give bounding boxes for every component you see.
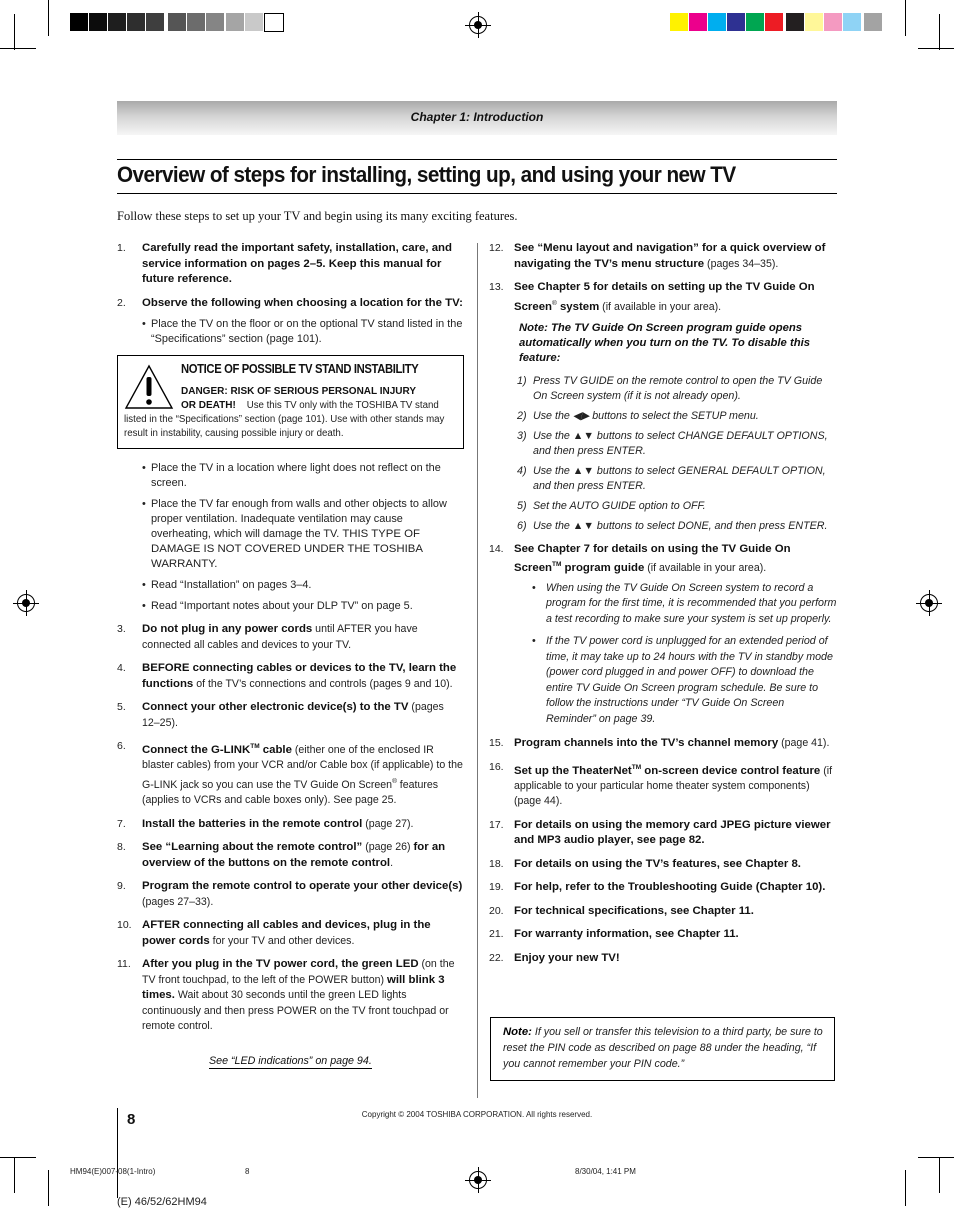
bullet-text: Place the TV far enough from walls and other objects to allow proper ventilation. Inadequate ventilation may cause overheating, which will damage the TV. [151,498,447,540]
step-number: 12. [489,242,504,254]
step-detail: (pages 27–33). [142,895,214,908]
step-number: 11. [117,958,131,971]
tv-guide-note: Note: The TV Guide On Screen program guide opens automatically when you turn on the TV. To disable this feature: [519,321,811,364]
page-title: Overview of steps for installing, setting up, and using your new TV [117,162,736,187]
pin-code-note-box [490,1017,835,1081]
list-item: • When using the TV Guide On Screen system to record a program for the first time, it is recommended that you perform a test recording to make sure your system is set up properly. [532,581,837,628]
intro-paragraph: Follow these steps to set up your TV and begin using its many exciting features. [117,209,518,223]
step-number: 3. [117,623,126,635]
step-text: Enjoy your new TV! [514,951,620,964]
list-item: • Place the TV in a location where light does not reflect on the screen. [142,461,464,491]
step-text: See Chapter 5 for details on setting up the TV Guide On Screen [514,281,815,313]
registration-mark-bottom [469,1171,487,1189]
step-text: Connect the G-LINK [142,743,251,756]
step-detail: (if applicable to your particular home theater system components) (page 44). [514,764,833,808]
step-6 [117,739,464,809]
step-number: 15. [489,737,504,750]
step-text: See Chapter 7 for details on using the TV Guide On Screen [514,542,791,575]
trademark-mark: TM [250,743,260,750]
step-text: BEFORE connecting cables or devices to the TV, learn the functions [142,662,457,690]
step-number: 18. [489,857,504,870]
location-bullets [117,461,464,614]
list-item [517,499,837,514]
substep-number: 3) [517,429,527,442]
step-text: system [556,300,600,313]
substep-number: 4) [517,464,527,477]
substep-number: 1) [517,374,527,387]
list-item: • If the TV power cord is unplugged for an extended period of time, it may take up to 24 hours with the TV in standby mode (power cord plugged in and power OFF) to download the entire TV Guide On Screen program schedule. Be sure to follow the instructions under “TV Guide On Screen Reminder” on page 39. [532,634,837,727]
step-text: Observe the following when choosing a location for the TV: [142,296,463,309]
step-7 [117,817,464,833]
step-1 [117,241,464,288]
note-text: If you sell or transfer this television to a third party, be sure to reset the PIN code as described on page 88 under the heading, “If you cannot remember your PIN code.” [503,1026,823,1070]
substep-number: 6) [517,519,527,532]
step-text: program guide [561,562,645,575]
step-text: for an overview of the buttons on the remote control [142,841,446,869]
step-8 [117,840,464,871]
step-22 [489,951,837,967]
step-12 [489,241,837,272]
registration-mark-left [17,594,35,612]
step-text: will blink 3 times. [142,973,445,1002]
step-number: 19. [489,881,504,894]
step-detail: (page 41). [778,737,830,750]
step-text: For technical specifications, see Chapter 11. [514,904,754,917]
step-detail: features (applies to VCRs and cable boxes only). See page 25. [142,778,439,807]
step-19 [489,880,837,896]
danger-heading: DANGER: RISK OF SERIOUS PERSONAL INJURY OR DEATH! [181,386,416,411]
left-column [117,241,464,1043]
step-2 [117,296,464,348]
step-detail: (on the TV front touchpad, to the left of the POWER button) [142,958,455,986]
step-number: 7. [117,817,126,830]
step-text: For details on using the memory card JPEG picture viewer and MP3 audio player, see page 82. [514,818,831,847]
step-detail: (if available in your area). [644,562,767,575]
step-text: For details on using the TV’s features, see Chapter 8. [514,857,801,870]
warning-text [124,399,461,441]
step-number: 17. [489,818,504,831]
substep-text: Use the ▲▼ buttons to select CHANGE DEFAULT OPTIONS, and then press ENTER. [533,429,828,457]
step-number: 2. [117,296,126,309]
substep-text: Set the AUTO GUIDE option to OFF. [533,499,706,512]
step-number: 9. [117,880,126,893]
column-divider [477,243,478,1098]
substep-text: Use the ▲▼ buttons to select DONE, and then press ENTER. [533,519,828,532]
step-detail: . [390,856,394,869]
step-9 [117,879,464,910]
registered-mark: ® [552,299,557,307]
step-detail: until AFTER you have connected all cables and devices to your TV. [142,623,418,651]
page-number-rule [117,1108,118,1198]
disable-steps-list [517,374,837,534]
warranty-caps-text: THIS TYPE OF DAMAGE IS NOT COVERED UNDER THE TOSHIBA WARRANTY. [151,528,423,570]
step-text: Do not plug in any power cords [142,623,313,635]
step-number: 13. [489,281,504,293]
copyright-notice: Copyright © 2004 TOSHIBA CORPORATION. All rights reserved. [361,1110,593,1119]
step-4 [117,661,464,692]
step-detail: (page 27). [362,817,414,830]
step-detail: (if available in your area). [599,300,722,313]
title-rule-bottom [117,193,837,194]
chapter-label: Chapter 1: Introduction [410,110,544,124]
step-number: 8. [117,841,126,854]
step-text: Program channels into the TV’s channel memory [514,737,779,750]
step-text: Program the remote control to operate your other device(s) [142,880,463,893]
list-item [517,519,837,534]
step-number: 20. [489,904,504,917]
step-text: Install the batteries in the remote control [142,817,363,830]
step-text: on-screen device control feature [641,764,821,777]
step-detail: (pages 12–25). [142,701,444,729]
step-15 [489,736,837,752]
warning-title: NOTICE OF POSSIBLE TV STAND INSTABILITY [181,362,419,376]
step-13 [489,280,837,315]
step-text: Connect your other electronic device(s) to the TV [142,701,409,713]
substep-text: Press TV GUIDE on the remote control to open the TV Guide On Screen system (if it is not already open). [533,374,823,402]
registration-mark-top [469,16,487,34]
step-text: After you plug in the TV power cord, the green LED [142,958,419,971]
step-number: 22. [489,951,504,964]
list-item [517,429,837,459]
substep-text: Use the ◀▶ buttons to select the SETUP menu. [533,409,759,422]
step-16 [489,760,837,810]
led-reference-link: See “LED indications” on page 94. [209,1055,372,1067]
trademark-mark: TM [552,561,562,569]
step-detail: of the TV’s connections and controls (pages 9 and 10). [193,677,453,690]
list-item [517,374,837,404]
step-text: Set up the TheaterNet [514,764,632,777]
step-18 [489,857,837,873]
step-number: 5. [117,701,126,713]
step-number: 16. [489,760,504,773]
step-10 [117,918,464,949]
slug-date: 8/30/04, 1:41 PM [575,1167,636,1176]
step-detail: Wait about 30 seconds until the green LED lights continuously and then press POWER on the TV front touchpad or remote control. [142,989,449,1033]
step-21 [489,927,837,943]
step-text: Carefully read the important safety, installation, care, and service information on pages 2–5. Keep this manual for future reference. [142,242,452,285]
list-item: • Read “Installation” on pages 3–4. [142,578,464,593]
step-17 [489,818,837,849]
step-number: 10. [117,919,132,932]
note-label: Note: [503,1026,532,1038]
registration-mark-right [920,594,938,612]
step-number: 1. [117,242,126,254]
list-item [142,497,464,572]
list-item [517,409,837,424]
substep-number: 2) [517,409,527,422]
list-item [517,464,837,494]
list-item: • Read “Important notes about your DLP TV” on page 5. [142,599,464,614]
step-number: 4. [117,662,126,674]
step-detail: for your TV and other devices. [209,934,355,947]
step-number: 14. [489,542,504,555]
step-20 [489,904,837,920]
warning-box [117,355,464,449]
step-number: 21. [489,928,504,941]
slug-page: 8 [245,1167,250,1176]
list-item: • Place the TV on the floor or on the optional TV stand listed in the “Specifications” section (page 101). [142,317,464,347]
step-detail: (pages 34–35). [704,257,779,270]
step-text: For warranty information, see Chapter 11. [514,928,739,941]
step-text: AFTER connecting all cables and devices, plug in the power cords [142,919,431,947]
step-14 [489,542,837,577]
step-11 [117,957,464,1035]
step-text: cable [259,743,292,756]
registered-mark: ® [392,777,397,785]
step-5 [117,700,464,731]
title-rule-top [117,159,837,160]
step-text: For help, refer to the Troubleshooting Guide (Chapter 10). [514,881,826,894]
step-number: 6. [117,740,126,752]
step-3 [117,622,464,653]
model-slug: (E) 46/52/62HM94 [117,1196,207,1208]
step-detail: (page 26) [362,841,414,854]
step-text: See “Learning about the remote control” [142,841,363,854]
step-text: See “Menu layout and navigation” for a quick overview of navigating the TV’s menu structure [514,242,826,270]
chapter-header-band [117,101,837,135]
warning-body: Use this TV only with the TOSHIBA TV stand listed in the “Specifications” section (page 101). Use with other stands may result in instability, causing possible injury or death. [124,400,445,439]
right-column [489,241,837,974]
page-number: 8 [127,1111,136,1128]
substep-number: 5) [517,499,527,512]
step-detail: (either one of the enclosed IR blaster cables) from your VCR and/or Cable box (if applicable) to the G-LINK jack so you can use the TV Guide On Screen [142,743,463,791]
slug-filename: HM94(E)007-08(1-Intro) [70,1167,156,1176]
substep-text: Use the ▲▼ buttons to select GENERAL DEFAULT OPTION, and then press ENTER. [533,464,826,492]
trademark-mark: TM [631,763,642,771]
